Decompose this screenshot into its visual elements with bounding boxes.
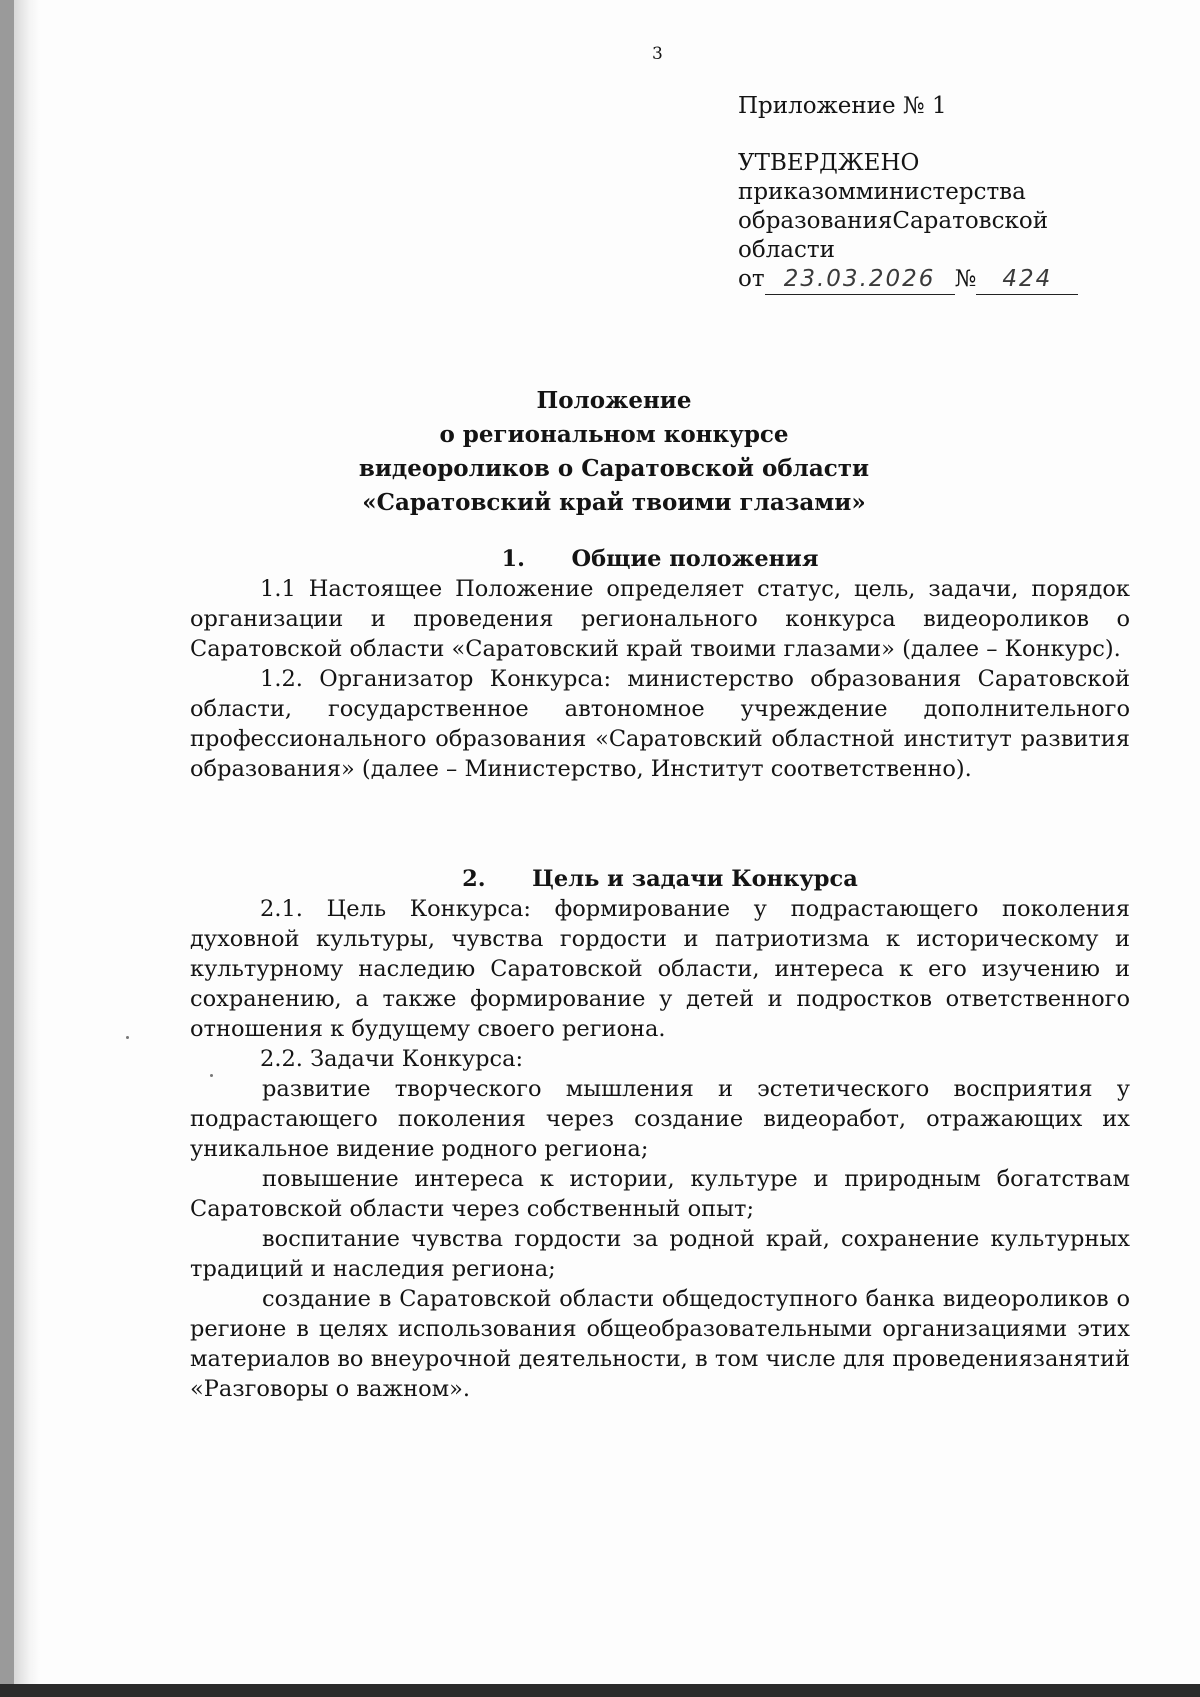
scan-speck [210, 1074, 213, 1077]
scan-edge [14, 0, 40, 1684]
title-line-1: Положение [536, 387, 692, 414]
appendix-label: Приложение № 1 [738, 93, 947, 119]
paragraph-1-1: 1.1 Настоящее Положение определяет статус, цель, задачи, порядок организации и проведения регионального конкурса видеороликов о Саратовской области «Саратовский край твоими глазами» (далее – Конкурс). [190, 576, 1130, 662]
paragraph-1-2: 1.2. Организатор Конкурса: министерство образования Саратовской области, государственное автономное учреждение дополнительного профессионального образования «Саратовский областной институт развития образования» (далее – Министерство, Институт соответственно). [190, 666, 1130, 782]
handwritten-number: 424 [976, 265, 1078, 295]
approval-date-row [738, 265, 1078, 295]
task-item: развитие творческого мышления и эстетического восприятия у подрастающего поколения через создание видеоработ, отражающих их уникальное видение родного региона; [190, 1076, 1130, 1162]
section-heading [190, 544, 1130, 574]
title-line-4: «Саратовский край твоими глазами» [362, 489, 866, 516]
approval-line-1: приказомминистерства [738, 179, 1026, 205]
document-title [14, 384, 1200, 520]
approval-line-3: области [738, 237, 835, 263]
section-goals [190, 864, 1130, 1404]
date-prefix: от [738, 266, 765, 292]
section-number: 1. [501, 546, 526, 572]
number-sign: № [954, 266, 977, 292]
document-page [14, 0, 1200, 1684]
section-title: Общие положения [571, 546, 819, 572]
section-heading [190, 864, 1130, 894]
task-item: создание в Саратовской области общедоступного банка видеороликов о регионе в целях использования общеобразовательными организациями этих материалов во внеурочной деятельности, в том числе для проведениязанятий «Разговоры о важном». [190, 1286, 1130, 1402]
scan-bottom-edge [0, 1684, 1200, 1697]
section-general [190, 544, 1130, 784]
page-number: 3 [652, 44, 663, 64]
task-item: повышение интереса к истории, культуре и природным богатствам Саратовской области через собственный опыт; [190, 1166, 1130, 1222]
approval-stamp [738, 92, 1078, 295]
title-line-2: о региональном конкурсе [439, 421, 789, 448]
section-number: 2. [462, 866, 486, 892]
handwritten-date: 23.03.2026 [765, 265, 955, 295]
paragraph-2-1: 2.1. Цель Конкурса: формирование у подрастающего поколения духовной культуры, чувства гордости и патриотизма к историческому и культурному наследию Саратовской области, интереса к его изучению и сохранению, а также формирование у детей и подростков ответственного отношения к будущему своего региона. [190, 896, 1130, 1042]
paragraph-2-2: 2.2. Задачи Конкурса: [260, 1046, 524, 1072]
approval-line-2: образованияСаратовской [738, 208, 1049, 234]
approved-label: УТВЕРДЖЕНО [738, 150, 920, 176]
scan-speck [126, 1036, 129, 1039]
task-item: воспитание чувства гордости за родной край, сохранение культурных традиций и наследия региона; [190, 1226, 1130, 1282]
title-line-3: видеороликов о Саратовской области [358, 455, 870, 482]
section-title: Цель и задачи Конкурса [532, 866, 858, 892]
